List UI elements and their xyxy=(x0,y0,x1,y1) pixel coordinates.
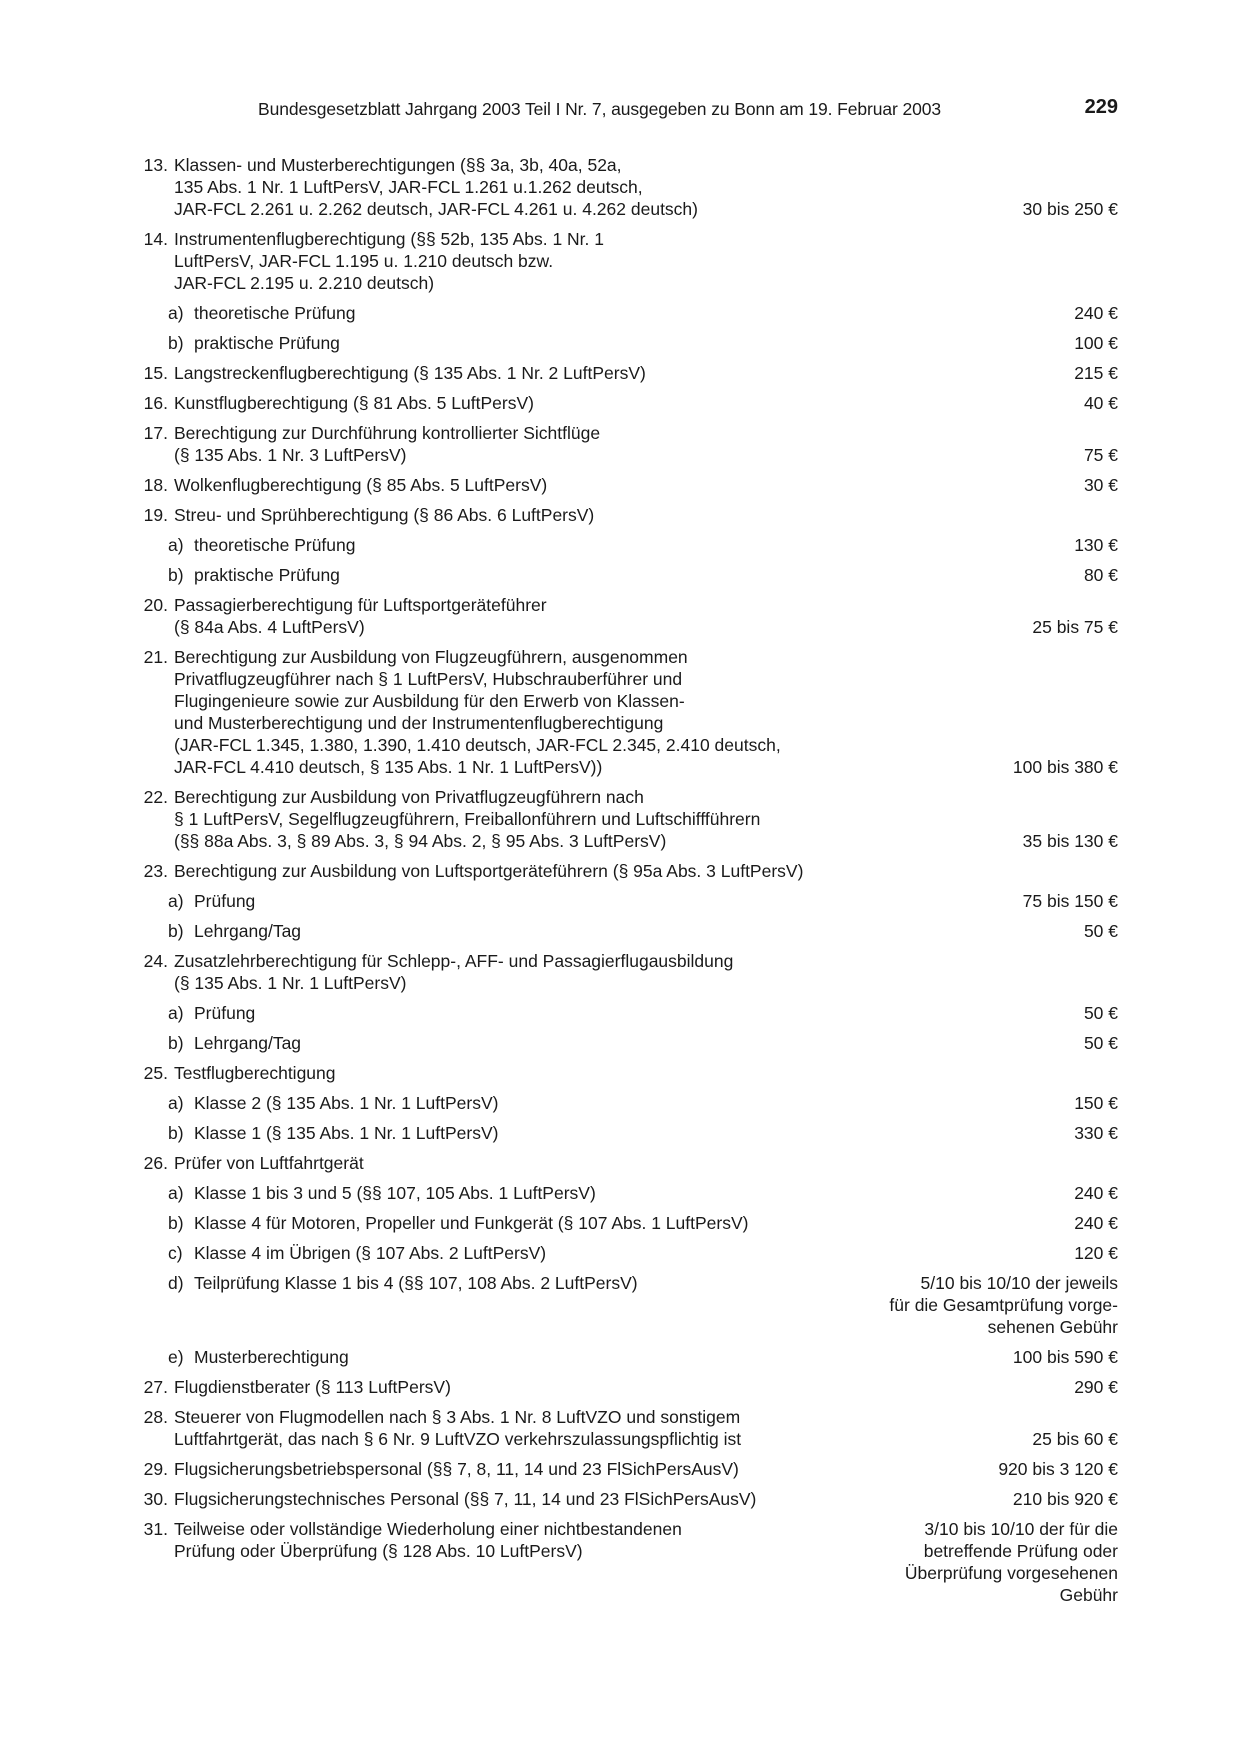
item-text: Klasse 4 für Motoren, Propeller und Funkgerät (§ 107 Abs. 1 LuftPersV) xyxy=(194,1213,749,1233)
item-description xyxy=(130,422,1064,466)
item-description xyxy=(168,1212,1054,1234)
item-letter: b) xyxy=(168,565,184,585)
item-description xyxy=(130,392,1064,414)
item-row xyxy=(130,474,1118,496)
header-title: Bundesgesetzblatt Jahrgang 2003 Teil I Nr. 7, ausgegeben zu Bonn am 19. Februar 2003 xyxy=(258,99,942,119)
item-text: Flugsicherungstechnisches Personal (§§ 7, 11, 14 und 23 FlSichPersAusV) xyxy=(174,1489,757,1509)
item-description xyxy=(130,362,1054,384)
sub-item-row xyxy=(130,920,1118,942)
item-row xyxy=(130,950,1118,994)
item-letter: d) xyxy=(168,1273,184,1293)
sub-item-row xyxy=(130,1212,1118,1234)
item-text: Instrumentenflugberechtigung (§§ 52b, 135 Abs. 1 Nr. 1 LuftPersV, JAR-FCL 1.195 u. 1.210 deutsch bzw. JAR-FCL 2.195 u. 2.210 deutsch) xyxy=(174,229,605,293)
item-text: Berechtigung zur Ausbildung von Privatflugzeugführern nach § 1 LuftPersV, Segelflugzeugführern, Freiballonführern und Luftschiffführern (§§ 88a Abs. 3, § 89 Abs. 3, § 94 Abs. 2, § 95 Abs. 3 LuftPersV) xyxy=(174,787,761,851)
item-text: Flugsicherungsbetriebspersonal (§§ 7, 8, 11, 14 und 23 FlSichPersAusV) xyxy=(174,1459,739,1479)
item-description xyxy=(168,1122,1054,1144)
item-fee: 240 € xyxy=(1074,1183,1118,1203)
item-text: Klassen- und Musterberechtigungen (§§ 3a, 3b, 40a, 52a, 135 Abs. 1 Nr. 1 LuftPersV, JAR-FCL 1.261 u.1.262 deutsch, JAR-FCL 2.261 u. 2.262 deutsch, JAR-FCL 4.261 u. 4.262 deutsch) xyxy=(174,155,698,219)
item-text: Langstreckenflugberechtigung (§ 135 Abs. 1 Nr. 2 LuftPersV) xyxy=(174,363,646,383)
item-description xyxy=(130,786,1003,852)
item-row xyxy=(130,154,1118,220)
item-number: 21. xyxy=(143,647,168,667)
item-text: Wolkenflugberechtigung (§ 85 Abs. 5 LuftPersV) xyxy=(174,475,548,495)
item-text: Prüfung xyxy=(194,1003,256,1023)
item-number: 14. xyxy=(143,229,168,249)
item-fee: 215 € xyxy=(1074,363,1118,383)
item-text: Steuerer von Flugmodellen nach § 3 Abs. 1 Nr. 8 LuftVZO und sonstigem Luftfahrtgerät, das nach § 6 Nr. 9 LuftVZO verkehrszulassungspflichtig ist xyxy=(174,1407,742,1449)
item-letter: a) xyxy=(168,535,184,555)
item-letter: b) xyxy=(168,1123,184,1143)
item-fee: 240 € xyxy=(1074,303,1118,323)
item-description xyxy=(168,1182,1054,1204)
item-text: Berechtigung zur Ausbildung von Flugzeugführern, ausgenommen Privatflugzeugführer nach § 1 LuftPersV, Hubschrauberführer und Flugingenieure sowie zur Ausbildung für den Erwerb von Klassen- und Musterberechtigung und der Instrumentenflugberechtigung (JAR-FCL 1.345, 1.380, 1.390, 1.410 deutsch, JAR-FCL 2.345, 2.410 deutsch, JAR-FCL 4.410 deutsch, § 135 Abs. 1 Nr. 1 LuftPersV)) xyxy=(174,647,781,777)
sub-item-row xyxy=(130,564,1118,586)
sub-item-row xyxy=(130,1182,1118,1204)
item-description xyxy=(168,1346,993,1368)
item-text: theoretische Prüfung xyxy=(194,535,356,555)
sub-item-row xyxy=(130,1002,1118,1024)
item-fee: 50 € xyxy=(1083,1003,1118,1023)
item-text: praktische Prüfung xyxy=(194,333,340,353)
item-letter: e) xyxy=(168,1347,184,1367)
item-number: 23. xyxy=(143,861,168,881)
item-row xyxy=(130,646,1118,778)
item-fee: 210 bis 920 € xyxy=(1012,1489,1118,1509)
item-text: Prüfer von Luftfahrtgerät xyxy=(174,1153,364,1173)
item-description xyxy=(130,228,1098,294)
item-fee: 240 € xyxy=(1074,1213,1118,1233)
item-number: 24. xyxy=(143,951,168,971)
item-fee: 290 € xyxy=(1074,1377,1118,1397)
item-description xyxy=(130,154,1003,220)
item-text: Prüfung xyxy=(194,891,256,911)
item-letter: a) xyxy=(168,303,184,323)
item-description xyxy=(168,332,1054,354)
item-number: 22. xyxy=(143,787,168,807)
item-number: 29. xyxy=(143,1459,168,1479)
item-description xyxy=(168,564,1064,586)
item-number: 16. xyxy=(143,393,168,413)
item-fee: 50 € xyxy=(1083,1033,1118,1053)
item-number: 15. xyxy=(143,363,168,383)
item-fee: 100 € xyxy=(1074,333,1118,353)
sub-item-row xyxy=(130,332,1118,354)
sub-item-row xyxy=(130,1346,1118,1368)
item-text: Zusatzlehrberechtigung für Schlepp-, AFF- und Passagierflugausbildung (§ 135 Abs. 1 Nr. 1 LuftPersV) xyxy=(174,951,734,993)
item-fee: 80 € xyxy=(1083,565,1118,585)
item-description xyxy=(168,1032,1064,1054)
item-description xyxy=(130,1488,993,1510)
item-description xyxy=(130,1376,1054,1398)
item-row xyxy=(130,228,1118,294)
item-fee: 130 € xyxy=(1074,535,1118,555)
item-number: 31. xyxy=(143,1519,168,1539)
item-letter: a) xyxy=(168,1093,184,1113)
item-text: Kunstflugberechtigung (§ 81 Abs. 5 LuftPersV) xyxy=(174,393,534,413)
item-row xyxy=(130,1488,1118,1510)
page-number: 229 xyxy=(1084,96,1118,118)
sub-item-row xyxy=(130,1272,1118,1338)
item-number: 30. xyxy=(143,1489,168,1509)
item-description xyxy=(168,890,1003,912)
item-number: 28. xyxy=(143,1407,168,1427)
item-fee: 100 bis 590 € xyxy=(1012,1347,1118,1367)
item-text: Berechtigung zur Ausbildung von Luftsportgeräteführern (§ 95a Abs. 3 LuftPersV) xyxy=(174,861,804,881)
item-row xyxy=(130,1062,1118,1084)
item-row xyxy=(130,786,1118,852)
item-number: 20. xyxy=(143,595,168,615)
item-description xyxy=(130,1406,1012,1450)
item-letter: b) xyxy=(168,1213,184,1233)
item-text: praktische Prüfung xyxy=(194,565,340,585)
sub-item-row xyxy=(130,1122,1118,1144)
item-row xyxy=(130,1376,1118,1398)
item-letter: b) xyxy=(168,921,184,941)
item-text: Klasse 1 bis 3 und 5 (§§ 107, 105 Abs. 1 LuftPersV) xyxy=(194,1183,596,1203)
item-description xyxy=(130,950,1098,994)
item-row xyxy=(130,422,1118,466)
sub-item-row xyxy=(130,302,1118,324)
item-text: Lehrgang/Tag xyxy=(194,1033,302,1053)
sub-item-row xyxy=(130,534,1118,556)
item-number: 13. xyxy=(143,155,168,175)
item-row xyxy=(130,594,1118,638)
item-fee: 330 € xyxy=(1074,1123,1118,1143)
item-row xyxy=(130,1152,1118,1174)
item-row xyxy=(130,1406,1118,1450)
item-letter: a) xyxy=(168,1183,184,1203)
item-description xyxy=(168,1002,1064,1024)
item-fee: 75 € xyxy=(1083,445,1118,465)
item-fee: 3/10 bis 10/10 der für die betreffende Prüfung oder Überprüfung vorgesehenen Gebühr xyxy=(904,1519,1118,1605)
item-fee: 150 € xyxy=(1074,1093,1118,1113)
item-fee: 120 € xyxy=(1074,1243,1118,1263)
item-text: Teilweise oder vollständige Wiederholung einer nichtbestandenen Prüfung oder Überprüfung (§ 128 Abs. 10 LuftPersV) xyxy=(174,1519,682,1561)
fee-schedule xyxy=(130,154,1118,1614)
item-text: Klasse 4 im Übrigen (§ 107 Abs. 2 LuftPersV) xyxy=(194,1243,547,1263)
item-fee: 920 bis 3 120 € xyxy=(998,1459,1118,1479)
item-fee: 100 bis 380 € xyxy=(1012,757,1118,777)
item-description xyxy=(130,1152,1098,1174)
sub-item-row xyxy=(130,1032,1118,1054)
item-number: 17. xyxy=(143,423,168,443)
item-fee: 50 € xyxy=(1083,921,1118,941)
item-text: Musterberechtigung xyxy=(194,1347,349,1367)
sub-item-row xyxy=(130,1242,1118,1264)
item-fee: 30 bis 250 € xyxy=(1022,199,1118,219)
item-text: Lehrgang/Tag xyxy=(194,921,302,941)
item-letter: a) xyxy=(168,891,184,911)
item-description xyxy=(130,1458,978,1480)
item-fee: 40 € xyxy=(1083,393,1118,413)
item-fee: 25 bis 60 € xyxy=(1032,1429,1118,1449)
item-text: theoretische Prüfung xyxy=(194,303,356,323)
item-text: Passagierberechtigung für Luftsportgeräteführer (§ 84a Abs. 4 LuftPersV) xyxy=(174,595,547,637)
item-letter: c) xyxy=(168,1243,183,1263)
item-description xyxy=(130,1062,1098,1084)
item-number: 19. xyxy=(143,505,168,525)
item-row xyxy=(130,1458,1118,1480)
item-description xyxy=(168,534,1054,556)
item-text: Berechtigung zur Durchführung kontrollierter Sichtflüge (§ 135 Abs. 1 Nr. 3 LuftPersV) xyxy=(174,423,601,465)
item-text: Flugdienstberater (§ 113 LuftPersV) xyxy=(174,1377,451,1397)
item-text: Streu- und Sprühberechtigung (§ 86 Abs. 6 LuftPersV) xyxy=(174,505,595,525)
sub-item-row xyxy=(130,1092,1118,1114)
item-row xyxy=(130,1518,1118,1606)
item-fee: 30 € xyxy=(1083,475,1118,495)
item-fee: 25 bis 75 € xyxy=(1032,617,1118,637)
item-row xyxy=(130,504,1118,526)
item-row xyxy=(130,860,1118,882)
item-letter: b) xyxy=(168,1033,184,1053)
item-number: 26. xyxy=(143,1153,168,1173)
item-row xyxy=(130,362,1118,384)
item-description xyxy=(130,594,1012,638)
item-text: Teilprüfung Klasse 1 bis 4 (§§ 107, 108 Abs. 2 LuftPersV) xyxy=(194,1273,638,1293)
item-description xyxy=(130,474,1064,496)
item-text: Klasse 1 (§ 135 Abs. 1 Nr. 1 LuftPersV) xyxy=(194,1123,499,1143)
item-text: Testflugberechtigung xyxy=(174,1063,336,1083)
item-text: Klasse 2 (§ 135 Abs. 1 Nr. 1 LuftPersV) xyxy=(194,1093,499,1113)
item-letter: a) xyxy=(168,1003,184,1023)
item-description xyxy=(130,504,1098,526)
item-letter: b) xyxy=(168,333,184,353)
item-description xyxy=(130,860,1098,882)
page-header xyxy=(258,96,1118,125)
item-description xyxy=(130,1518,885,1562)
item-number: 25. xyxy=(143,1063,168,1083)
item-description xyxy=(168,1242,1054,1264)
item-fee: 35 bis 130 € xyxy=(1022,831,1118,851)
item-description xyxy=(168,1092,1054,1114)
item-description xyxy=(168,302,1054,324)
item-description xyxy=(130,646,993,778)
item-description xyxy=(168,920,1064,942)
item-number: 18. xyxy=(143,475,168,495)
item-row xyxy=(130,392,1118,414)
sub-item-row xyxy=(130,890,1118,912)
item-number: 27. xyxy=(143,1377,168,1397)
item-description xyxy=(168,1272,869,1294)
item-fee: 75 bis 150 € xyxy=(1022,891,1118,911)
item-fee: 5/10 bis 10/10 der jeweils für die Gesamtprüfung vorge- sehenen Gebühr xyxy=(889,1273,1118,1337)
